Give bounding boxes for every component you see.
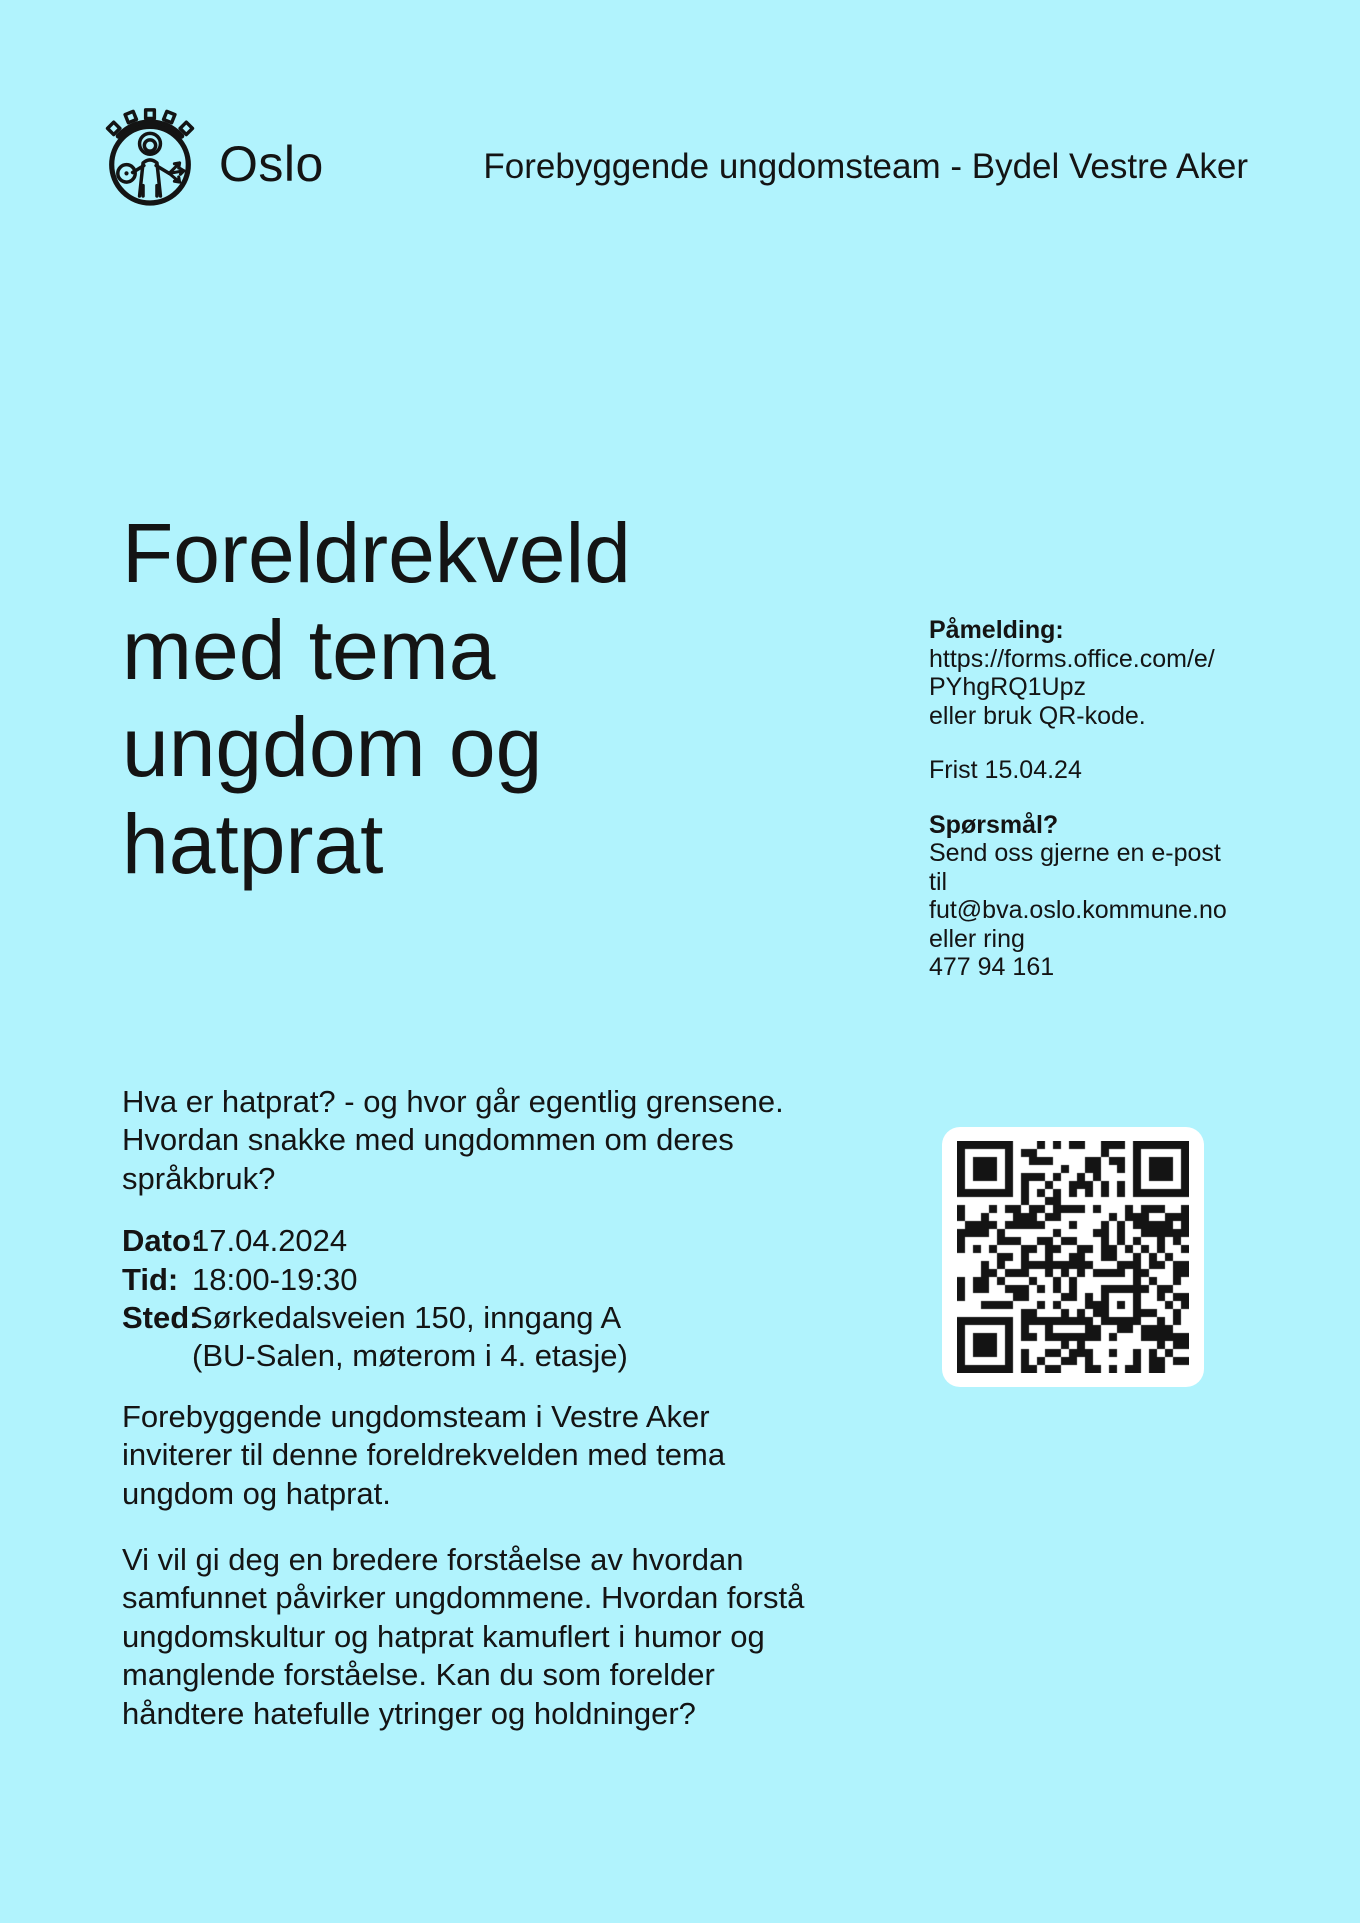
invitation-line-3: ungdom og hatprat. xyxy=(122,1475,391,1511)
questions-heading: Spørsmål? xyxy=(929,810,1059,839)
date-row xyxy=(122,1222,762,1260)
oslo-municipality-logo xyxy=(103,85,197,213)
title-line-1: Foreldrekveld xyxy=(122,506,631,600)
questions-line2: til xyxy=(929,867,948,896)
title-line-4: hatprat xyxy=(122,797,384,891)
time-label: Tid: xyxy=(122,1261,179,1297)
event-details xyxy=(122,1222,762,1376)
contact-email: fut@bva.oslo.kommune.no xyxy=(929,896,1227,924)
place-label: Sted: xyxy=(122,1300,200,1336)
registration-heading: Påmelding: xyxy=(929,616,1064,644)
title-line-3: ungdom og xyxy=(122,700,543,794)
invitation-paragraph xyxy=(122,1398,762,1513)
description-line-5: håndtere hatefulle ytringer og holdninger? xyxy=(122,1695,696,1731)
registration-qr-hint: eller bruk QR-kode. xyxy=(929,701,1146,730)
page-title xyxy=(122,505,631,893)
registration-info xyxy=(929,616,1239,982)
place-row-2 xyxy=(122,1337,762,1375)
registration-url-line1: https://forms.office.com/e/ xyxy=(929,644,1215,673)
qr-code xyxy=(942,1127,1204,1387)
description-line-3: ungdomskultur og hatprat kamuflert i humor og xyxy=(122,1618,765,1654)
registration-deadline: Frist 15.04.24 xyxy=(929,756,1082,784)
questions-line1: Send oss gjerne en e-post xyxy=(929,839,1221,867)
place-value: Sørkedalsveien 150, inngang A xyxy=(192,1300,622,1336)
title-line-2: med tema xyxy=(122,603,496,697)
header-org-line: Forebyggende ungdomsteam - Bydel Vestre Aker xyxy=(483,147,1248,186)
time-row xyxy=(122,1261,762,1299)
invitation-line-2: inviterer til denne foreldrekvelden med tema xyxy=(122,1437,726,1473)
contact-phone: 477 94 161 xyxy=(929,953,1055,981)
intro-paragraph xyxy=(122,1083,784,1198)
intro-line-3: språkbruk? xyxy=(122,1160,276,1196)
description-paragraph xyxy=(122,1541,805,1733)
intro-line-1: Hva er hatprat? - og hvor går egentlig grensene. xyxy=(122,1084,784,1119)
description-line-2: samfunnet påvirker ungdommene. Hvordan forstå xyxy=(122,1580,805,1616)
st-hallvard-seal-icon xyxy=(103,85,197,213)
time-value: 18:00-19:30 xyxy=(192,1261,358,1297)
oslo-wordmark: Oslo xyxy=(219,136,324,192)
spacer xyxy=(929,785,1239,811)
questions-line3: eller ring xyxy=(929,924,1025,953)
date-value: 17.04.2024 xyxy=(192,1223,348,1259)
place-row xyxy=(122,1299,762,1337)
date-label: Dato: xyxy=(122,1223,202,1259)
registration-url-line2: PYhgRQ1Upz xyxy=(929,673,1087,701)
intro-line-2: Hvordan snakke med ungdommen om deres xyxy=(122,1122,734,1158)
qr-code-pattern xyxy=(957,1141,1189,1373)
invitation-line-1: Forebyggende ungdomsteam i Vestre Aker xyxy=(122,1398,710,1434)
description-line-4: manglende forståelse. Kan du som forelder xyxy=(122,1657,715,1693)
body-text xyxy=(122,1083,805,1733)
description-line-1: Vi vil gi deg en bredere forståelse av hvordan xyxy=(122,1542,744,1578)
spacer xyxy=(929,730,1239,756)
place-value-2: (BU-Salen, møterom i 4. etasje) xyxy=(192,1338,628,1374)
